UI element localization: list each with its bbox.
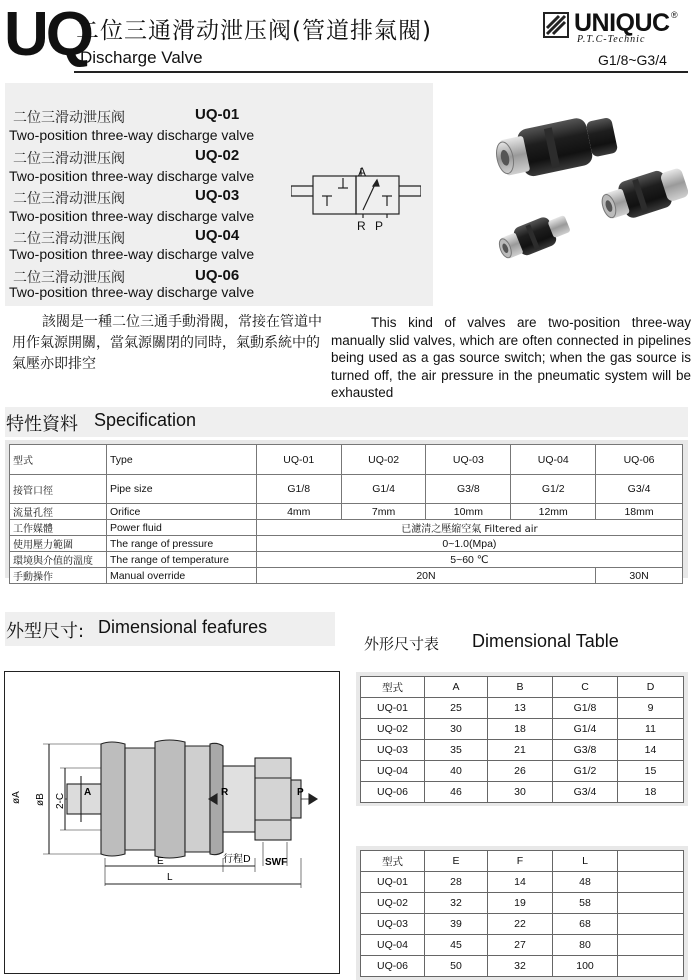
table-header (618, 851, 684, 872)
model-code: UQ-01 (195, 106, 240, 123)
table-header: C (553, 677, 618, 698)
table-cell: UQ-02 (341, 445, 426, 475)
table-row (10, 536, 683, 552)
table-cell: G1/4 (553, 719, 618, 740)
table-row (361, 782, 684, 803)
table-cell: 45 (425, 935, 488, 956)
dim-table-title-en: Dimensional Table (472, 631, 619, 651)
series-logo: UQ (4, 0, 91, 69)
table-cell: 工作媒體 (10, 520, 107, 536)
table-cell: 32 (425, 893, 488, 914)
table-cell: 25 (425, 698, 488, 719)
dim-label-phi-b: øB (35, 793, 46, 806)
dim-table-title-cn: 外形尺寸表 (364, 635, 440, 653)
table-row (10, 520, 683, 536)
table-row (361, 851, 684, 872)
table-cell: 接管口徑 (10, 475, 107, 504)
table-cell: 5~60 ℃ (256, 552, 682, 568)
table-cell: UQ-03 (361, 914, 425, 935)
table-cell: UQ-03 (361, 740, 425, 761)
table-header: 型式 (361, 677, 425, 698)
table-cell: Orifice (106, 504, 256, 520)
table-cell: 18 (618, 782, 684, 803)
table-cell: 30N (596, 568, 683, 584)
table-cell: 46 (425, 782, 488, 803)
table-cell: 40 (425, 761, 488, 782)
table-header: A (425, 677, 488, 698)
table-cell: 30 (488, 782, 553, 803)
table-row (361, 872, 684, 893)
model-name-en: Two-position three-way discharge valve (9, 127, 255, 143)
table-row (10, 568, 683, 584)
dim-table-2 (360, 850, 684, 977)
table-header: F (488, 851, 553, 872)
table-row (10, 445, 683, 475)
dim-title-en: Dimensional feafures (98, 617, 268, 637)
table-cell (618, 935, 684, 956)
symbol-port-r: R (357, 219, 366, 233)
table-row (361, 677, 684, 698)
dim-label-port-a: A (84, 787, 92, 798)
table-cell: 22 (488, 914, 553, 935)
table-cell: UQ-01 (361, 698, 425, 719)
table-cell: G3/8 (553, 740, 618, 761)
table-cell: UQ-02 (361, 893, 425, 914)
product-photo (478, 104, 688, 304)
table-cell: G1/4 (341, 475, 426, 504)
table-row (361, 761, 684, 782)
table-header: 型式 (361, 851, 425, 872)
dim-label-swf: SWF (265, 857, 288, 868)
header-rule (74, 71, 688, 73)
table-cell (618, 893, 684, 914)
table-cell: 11 (618, 719, 684, 740)
table-cell (618, 956, 684, 977)
table-cell: 14 (618, 740, 684, 761)
table-cell: UQ-01 (256, 445, 341, 475)
model-name-cn: 二位三滑动泄压阀 (13, 151, 125, 167)
dim-label-e: E (157, 856, 164, 867)
page-title-cn: 二位三通滑动泄压阀(管道排氣閥) (76, 18, 432, 44)
table-cell: 14 (488, 872, 553, 893)
table-cell: UQ-06 (596, 445, 683, 475)
table-cell: 使用壓力範圍 (10, 536, 107, 552)
table-cell: 0~1.0(Mpa) (256, 536, 682, 552)
table-cell: 30 (425, 719, 488, 740)
table-cell: UQ-04 (361, 761, 425, 782)
table-cell: 80 (553, 935, 618, 956)
table-row (10, 475, 683, 504)
table-cell: G1/2 (553, 761, 618, 782)
symbol-port-p: P (375, 219, 384, 233)
table-cell: UQ-04 (511, 445, 596, 475)
table-cell: 21 (488, 740, 553, 761)
table-cell: 20N (256, 568, 595, 584)
dim-label-phi-a: øA (11, 791, 22, 804)
table-cell: G3/4 (553, 782, 618, 803)
dim-label-stroke-d: 行程D (223, 854, 251, 865)
model-name-en: Two-position three-way discharge valve (9, 284, 255, 300)
size-range: G1/8~G3/4 (598, 52, 667, 68)
table-row (361, 698, 684, 719)
spec-table-panel (5, 440, 688, 583)
table-row (10, 504, 683, 520)
dim-label-port-p: P (297, 787, 304, 798)
table-cell: 32 (488, 956, 553, 977)
model-name-en: Two-position three-way discharge valve (9, 246, 255, 262)
valve-cross-section (5, 672, 339, 973)
model-name-cn: 二位三滑动泄压阀 (13, 191, 125, 207)
dim-table-1 (360, 676, 684, 803)
table-cell: The range of pressure (106, 536, 256, 552)
brand-name: UNIQUC (574, 9, 670, 37)
model-name-en: Two-position three-way discharge valve (9, 208, 255, 224)
symbol-port-a: A (358, 166, 367, 179)
table-row (361, 893, 684, 914)
dim-table-1-panel (356, 672, 688, 806)
table-row (10, 552, 683, 568)
table-cell: 手動操作 (10, 568, 107, 584)
spec-title-en: Specification (94, 410, 197, 430)
table-cell: 15 (618, 761, 684, 782)
dim-label-port-r: R (221, 787, 229, 798)
table-cell: UQ-01 (361, 872, 425, 893)
table-cell: 10mm (426, 504, 511, 520)
table-cell: G1/2 (511, 475, 596, 504)
dim-title-cn: 外型尺寸: (6, 621, 85, 642)
description-cn: 該閥是一種二位三通手動滑閥，常接在管道中用作氣源開關，當氣源關閉的同時，氣動系統中的氣壓亦即排空 (12, 314, 322, 372)
dim-label-2c: 2-C (55, 792, 66, 809)
table-cell: 35 (425, 740, 488, 761)
valve-symbol (291, 166, 421, 236)
table-row (361, 914, 684, 935)
table-cell: 28 (425, 872, 488, 893)
table-cell (618, 872, 684, 893)
model-code: UQ-04 (195, 227, 240, 244)
table-header: E (425, 851, 488, 872)
table-cell: UQ-06 (361, 782, 425, 803)
table-cell (618, 914, 684, 935)
model-name-cn: 二位三滑动泄压阀 (13, 110, 125, 126)
table-cell: 9 (618, 698, 684, 719)
table-cell: Type (106, 445, 256, 475)
table-cell: UQ-03 (426, 445, 511, 475)
table-cell: G1/8 (553, 698, 618, 719)
table-cell: 100 (553, 956, 618, 977)
model-name-cn: 二位三滑动泄压阀 (13, 231, 125, 247)
table-cell: UQ-02 (361, 719, 425, 740)
table-header: B (488, 677, 553, 698)
model-name-cn: 二位三滑动泄压阀 (13, 270, 125, 286)
table-cell: The range of temperature (106, 552, 256, 568)
dimension-drawing (4, 671, 340, 974)
table-cell: UQ-04 (361, 935, 425, 956)
table-cell: G3/4 (596, 475, 683, 504)
spec-table (9, 444, 683, 584)
table-header: L (553, 851, 618, 872)
table-cell: 50 (425, 956, 488, 977)
table-cell: 型式 (10, 445, 107, 475)
dim-label-l: L (167, 872, 173, 883)
table-cell: 19 (488, 893, 553, 914)
table-cell: 18 (488, 719, 553, 740)
table-cell: 12mm (511, 504, 596, 520)
table-row (361, 719, 684, 740)
table-row (361, 935, 684, 956)
table-cell: Manual override (106, 568, 256, 584)
model-code: UQ-06 (195, 267, 240, 284)
table-cell: 48 (553, 872, 618, 893)
brand-logo-icon (543, 12, 569, 38)
table-cell: 27 (488, 935, 553, 956)
table-cell: Pipe size (106, 475, 256, 504)
table-cell: G3/8 (426, 475, 511, 504)
table-cell: G1/8 (256, 475, 341, 504)
table-cell: 18mm (596, 504, 683, 520)
table-cell: 13 (488, 698, 553, 719)
dim-table-2-panel (356, 846, 688, 980)
model-code: UQ-03 (195, 187, 240, 204)
table-cell: 26 (488, 761, 553, 782)
registered-mark: ® (671, 10, 678, 20)
table-cell: 已濾清之壓縮空氣 Filtered air (256, 520, 682, 536)
model-code: UQ-02 (195, 147, 240, 164)
model-name-en: Two-position three-way discharge valve (9, 168, 255, 184)
table-row (361, 956, 684, 977)
spec-title-cn: 特性資料 (6, 414, 78, 435)
table-cell: 7mm (341, 504, 426, 520)
table-header: D (618, 677, 684, 698)
table-cell: Power fluid (106, 520, 256, 536)
table-cell: 58 (553, 893, 618, 914)
page-title-en: Discharge Valve (80, 48, 203, 67)
table-row (361, 740, 684, 761)
table-cell: 流量孔徑 (10, 504, 107, 520)
table-cell: 環境與介值的溫度 (10, 552, 107, 568)
table-cell: 39 (425, 914, 488, 935)
description-en: This kind of valves are two-position three-way manually slid valves, which are often connected in pipelines being used as a gas source switch; when the gas source is turned off, the air pressure in the pneumatic system will be exhausted (331, 315, 691, 400)
table-cell: 68 (553, 914, 618, 935)
brand-subtitle: P.T.C-Technic (577, 34, 646, 45)
table-cell: UQ-06 (361, 956, 425, 977)
table-cell: 4mm (256, 504, 341, 520)
